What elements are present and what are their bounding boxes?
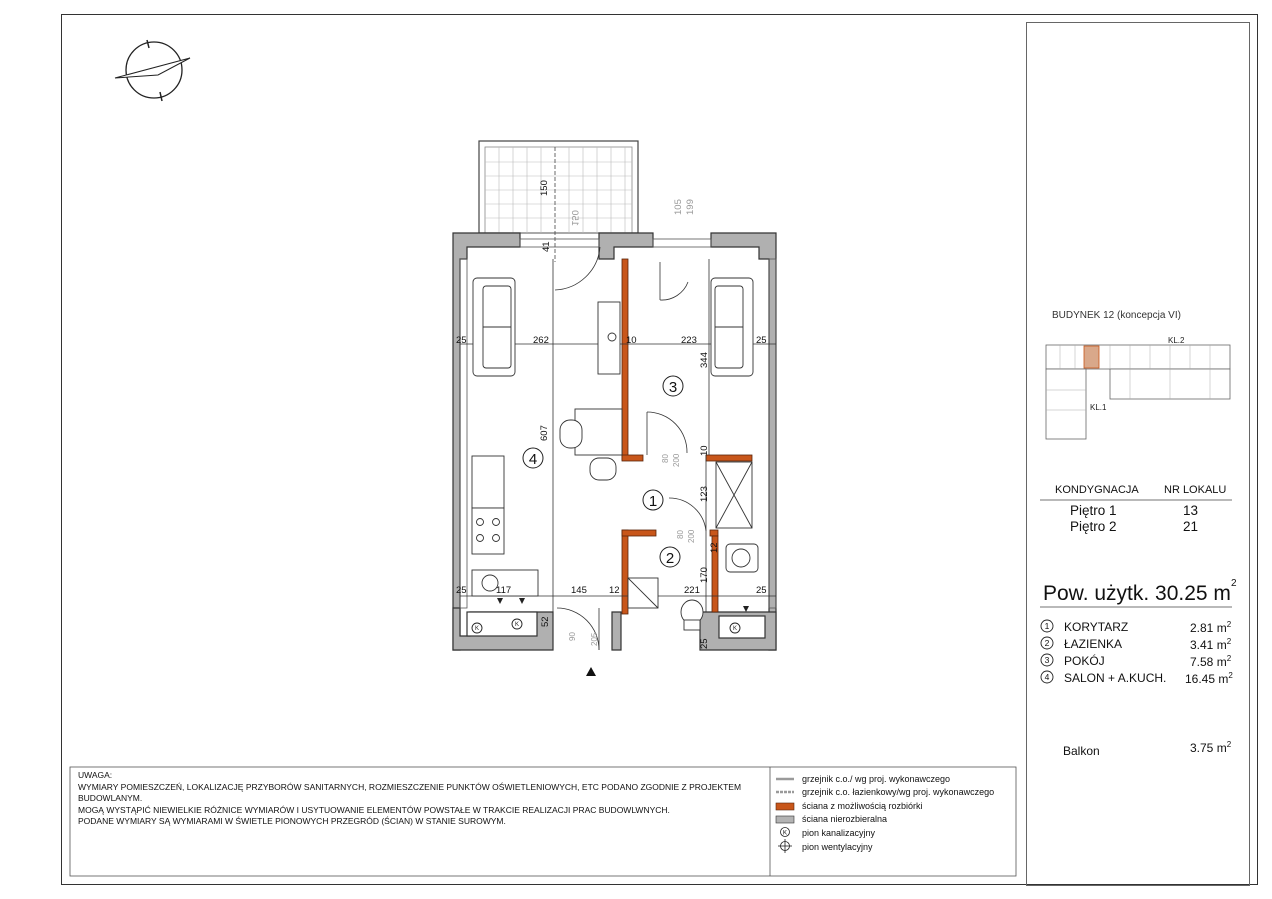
svg-text:K: K <box>474 626 480 632</box>
svg-text:344: 344 <box>699 352 710 368</box>
room-name-1: KORYTARZ <box>1064 620 1129 634</box>
notes-line-2: BUDOWLANYM. <box>78 793 143 803</box>
svg-text:150: 150 <box>569 210 580 226</box>
room-number-2: 2 <box>665 550 675 567</box>
balcony-area: 3.75 $m^2$ <box>1190 740 1232 755</box>
svg-text:2: 2 <box>1044 638 1050 648</box>
room-area-4: 16.45 $m^2$ <box>1185 671 1233 686</box>
notes-block <box>78 770 768 828</box>
floor-row-2: Piętro 2 <box>1070 519 1117 534</box>
stair-label-1: KL.1 <box>1090 403 1107 412</box>
legend-bath-radiator: grzejnik c.o. łazienkowy/wg proj. wykonawczego <box>802 787 995 797</box>
svg-text:K: K <box>782 830 788 837</box>
legend-structural-wall: ściana nierozbieralna <box>802 814 888 824</box>
north-arrow-icon <box>115 40 190 101</box>
svg-text:41: 41 <box>541 241 552 252</box>
room-number-4: 4 <box>528 451 538 468</box>
unit-row-1: 13 <box>1183 503 1199 518</box>
legend-radiator: grzejnik c.o./ wg proj. wykonawczego <box>802 774 951 784</box>
svg-text:1: 1 <box>1044 621 1050 631</box>
room-name-4: SALON + A.KUCH. <box>1064 671 1167 685</box>
svg-text:3: 3 <box>1044 655 1050 665</box>
legend-removable-wall: ściana z możliwością rozbiórki <box>802 801 923 811</box>
svg-text:223: 223 <box>681 335 697 346</box>
svg-text:607: 607 <box>539 425 550 441</box>
notes-line-3: MOGĄ WYSTĄPIĆ NIEWIELKIE RÓŻNICE WYMIARÓW I USYTUOWANIE ELEMENTÓW POWSTAŁE W TRAKCIE REALIZACJI PRAC BUDOWLWNYCH. <box>78 804 670 815</box>
notes-title: UWAGA: <box>78 770 113 780</box>
svg-text:221: 221 <box>684 585 700 596</box>
key-plan <box>1046 345 1230 439</box>
stair-label-2: KL.2 <box>1168 336 1185 345</box>
svg-text:123: 123 <box>699 486 710 502</box>
svg-text:25: 25 <box>756 585 767 596</box>
col-floor-header: KONDYGNACJA <box>1055 484 1139 496</box>
usable-area-title: Pow. użytk. 30.25 $m^2$ <box>1043 578 1237 605</box>
svg-text:10: 10 <box>699 445 710 456</box>
svg-text:4: 4 <box>1044 672 1050 682</box>
svg-text:52: 52 <box>540 616 551 627</box>
svg-text:80: 80 <box>676 530 685 539</box>
svg-text:25: 25 <box>699 638 710 649</box>
svg-text:105: 105 <box>673 199 684 215</box>
svg-text:K: K <box>732 626 738 632</box>
svg-text:K: K <box>514 622 520 628</box>
svg-text:117: 117 <box>496 585 512 596</box>
floor-row-1: Piętro 1 <box>1070 503 1117 518</box>
notes-line-4: PODANE WYMIARY SĄ WYMIARAMI W ŚWIETLE PIONOWYCH PRZEGRÓD (ŚCIAN) W STANIE SUROWYM. <box>78 816 506 826</box>
svg-text:25: 25 <box>756 335 767 346</box>
notes-line-1: WYMIARY POMIESZCZEŃ, LOKALIZACJĘ PRZYBORÓW SANITARNYCH, ROZMIESZCZENIE PUNKTÓW OŚWIETLENIOWYCH, ETC PODANO ZGODNIE Z PROJEKTEM <box>78 781 742 792</box>
legend-sewer-riser: pion kanalizacyjny <box>802 828 876 838</box>
svg-text:170: 170 <box>699 567 710 583</box>
svg-text:145: 145 <box>571 585 587 596</box>
svg-text:200: 200 <box>672 453 681 467</box>
legend-vent-riser: pion wentylacyjny <box>802 842 873 852</box>
svg-text:199: 199 <box>685 199 696 215</box>
svg-text:10: 10 <box>626 335 637 346</box>
svg-text:25: 25 <box>456 585 467 596</box>
balcony-label: Balkon <box>1063 744 1100 758</box>
svg-text:90: 90 <box>568 632 577 641</box>
room-area-3: 7.58 $m^2$ <box>1190 654 1232 669</box>
room-number-3: 3 <box>668 379 678 396</box>
room-name-2: ŁAZIENKA <box>1064 637 1123 651</box>
svg-text:12: 12 <box>709 542 720 553</box>
entrance-marker-icon <box>586 667 596 676</box>
room-area-2: 3.41 $m^2$ <box>1190 637 1232 652</box>
col-unit-header: NR LOKALU <box>1164 484 1227 496</box>
unit-row-2: 21 <box>1183 519 1199 534</box>
svg-text:80: 80 <box>661 454 670 463</box>
room-area-1: 2.81 $m^2$ <box>1190 620 1232 635</box>
svg-text:262: 262 <box>533 335 549 346</box>
svg-text:150: 150 <box>539 180 550 196</box>
svg-text:200: 200 <box>687 529 696 543</box>
svg-text:12: 12 <box>609 585 620 596</box>
room-name-3: POKÓJ <box>1064 654 1105 668</box>
svg-text:25: 25 <box>456 335 467 346</box>
svg-text:205: 205 <box>590 632 599 646</box>
room-number-1: 1 <box>648 493 658 510</box>
building-label: BUDYNEK 12 (koncepcja VI) <box>1052 310 1181 321</box>
